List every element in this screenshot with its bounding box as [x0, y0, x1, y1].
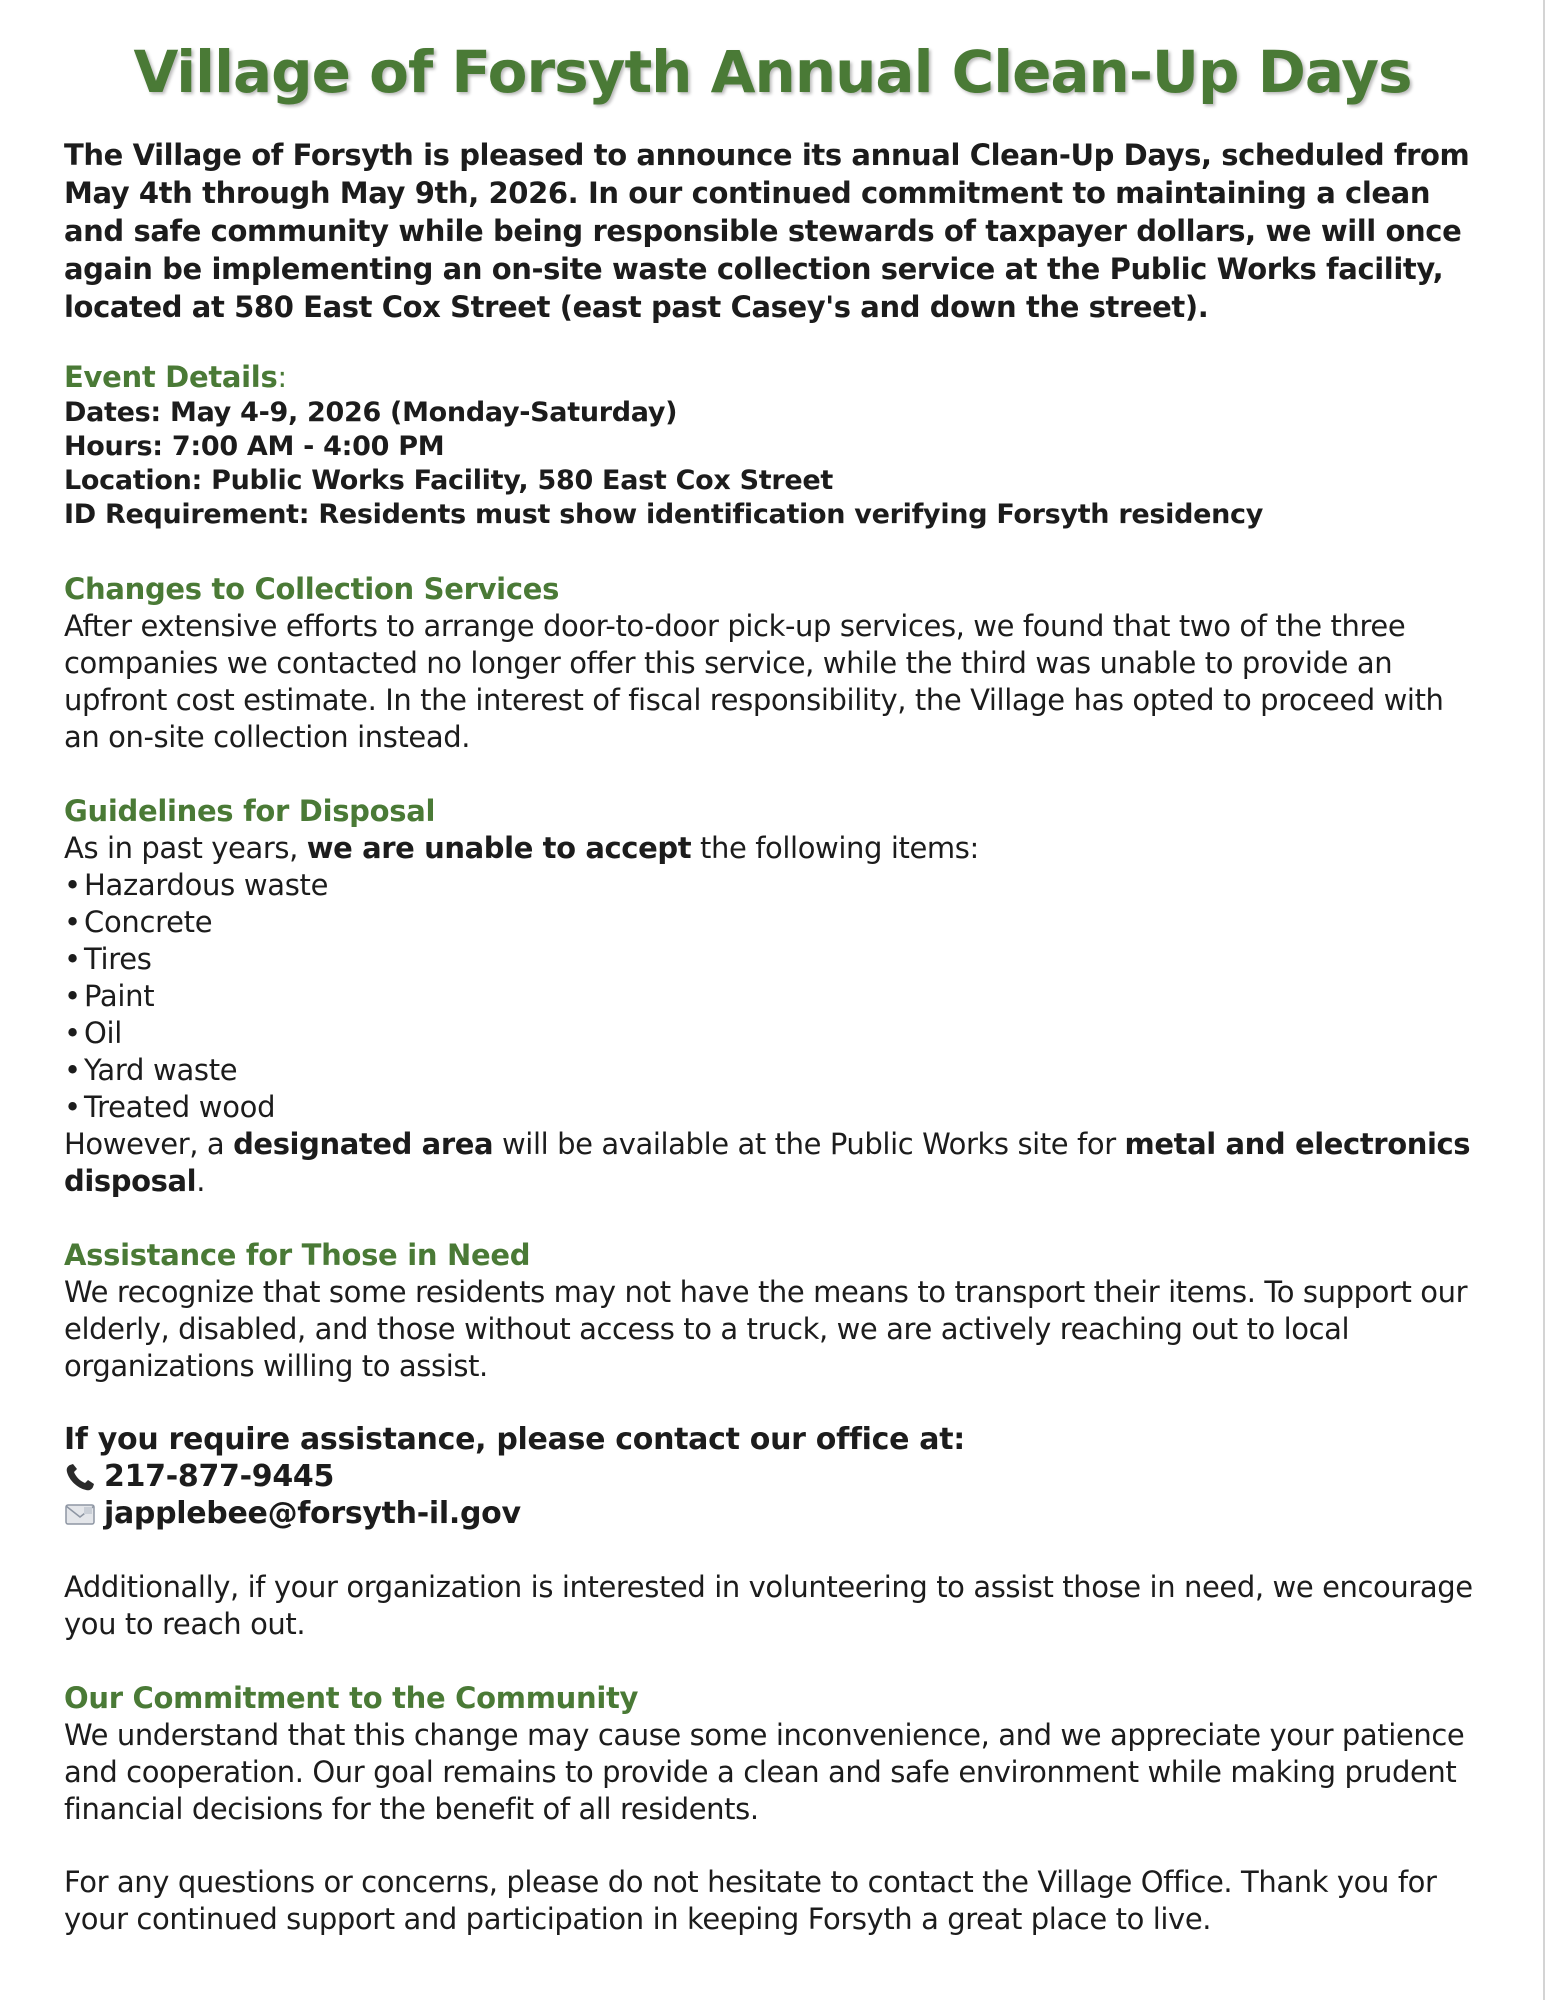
event-details-heading-colon: : [277, 360, 287, 394]
guidelines-section [64, 792, 1484, 1200]
event-details-list [64, 396, 1484, 532]
guidelines-lead [64, 830, 1484, 867]
guidelines-closing [64, 1126, 1484, 1200]
volunteer-paragraph: Additionally, if your organization is interested in volunteering to assist those in need, we encourage you to reach out. [64, 1570, 1473, 1641]
guidelines-closing-mid: will be available at the Public Works site for [493, 1127, 1125, 1161]
contact-email-line [64, 1495, 1484, 1532]
guidelines-lead-pre: As in past years, [64, 831, 307, 865]
phone-icon-svg [64, 1462, 98, 1492]
assistance-heading: Assistance for Those in Need [64, 1238, 531, 1272]
contact-title: If you require assistance, please contact our office at: [64, 1422, 965, 1457]
list-item: • Yard waste [64, 1052, 1484, 1089]
event-details-heading-text: Event Details [64, 360, 278, 394]
page-title: Village of Forsyth Annual Clean-Up Days [133, 38, 1412, 106]
contact-email[interactable]: japplebee@forsyth-il.gov [104, 1496, 521, 1531]
event-dates: Dates: May 4-9, 2026 (Monday-Saturday) [64, 397, 678, 428]
commitment-section [64, 1679, 1484, 1828]
changes-heading: Changes to Collection Services [64, 572, 560, 606]
event-hours: Hours: 7:00 AM - 4:00 PM [64, 431, 445, 462]
event-details-section [64, 358, 1484, 532]
assistance-section [64, 1236, 1484, 1385]
list-item: • Tires [64, 941, 1484, 978]
contact-block [64, 1421, 1484, 1532]
event-details-heading [64, 358, 1484, 396]
contact-phone-line [64, 1458, 1484, 1495]
intro-paragraph: The Village of Forsyth is pleased to announce its annual Clean-Up Days, scheduled from May 4th through May 9th, 2026. In our continued commitment to maintaining a clean and safe community while being responsible stewards of taxpayer dollars, we will once again be implementing an on-site waste collection service at the Public Works facility, located at 580 East Cox Street (east past Casey's and down the street). [64, 138, 1470, 324]
envelope-icon-svg [64, 1499, 98, 1529]
list-item: • Paint [64, 978, 1484, 1015]
list-item: • Hazardous waste [64, 867, 1484, 904]
changes-body: After extensive efforts to arrange door-to-door pick-up services, we found that two of the three companies we contacted no longer offer this service, while the third was unable to provide an upfront cost estimate. In the interest of fiscal responsibility, the Village has opted to proceed with an on-site collection instead. [64, 609, 1444, 754]
guidelines-body [64, 830, 1484, 1200]
guidelines-lead-post: the following items: [691, 831, 979, 865]
guidelines-closing-bold-disposal: metal and electronics disposal [64, 1127, 1471, 1198]
commitment-heading: Our Commitment to the Community [64, 1681, 639, 1715]
excluded-items-list [64, 867, 1484, 1126]
guidelines-closing-post: . [196, 1164, 206, 1198]
guidelines-closing-bold-area: designated area [233, 1127, 494, 1161]
document-content [64, 136, 1484, 1974]
list-item: • Treated wood [64, 1089, 1484, 1126]
phone-icon [64, 1462, 98, 1492]
list-item: • Oil [64, 1015, 1484, 1052]
guidelines-lead-bold: we are unable to accept [306, 831, 692, 865]
guidelines-heading: Guidelines for Disposal [64, 794, 436, 828]
assistance-body: We recognize that some residents may not have the means to transport their items. To support our elderly, disabled, and those without access to a truck, we are actively reaching out to local organizations willing to assist. [64, 1275, 1468, 1383]
event-location: Location: Public Works Facility, 580 East Cox Street [64, 465, 833, 496]
changes-section [64, 570, 1484, 756]
envelope-icon [64, 1499, 98, 1529]
list-item: • Concrete [64, 904, 1484, 941]
contact-phone[interactable]: 217-877-9445 [104, 1459, 335, 1494]
event-id-requirement: ID Requirement: Residents must show identification verifying Forsyth residency [64, 499, 1264, 530]
commitment-body: We understand that this change may cause some inconvenience, and we appreciate your patience and cooperation. Our goal remains to provide a clean and safe environment while making prudent financial decisions for the benefit of all residents. [64, 1718, 1465, 1826]
closing-paragraph: For any questions or concerns, please do not hesitate to contact the Village Office. Thank you for your continued support and participation in keeping Forsyth a great place to live. [64, 1865, 1437, 1936]
guidelines-closing-pre: However, a [64, 1127, 234, 1161]
